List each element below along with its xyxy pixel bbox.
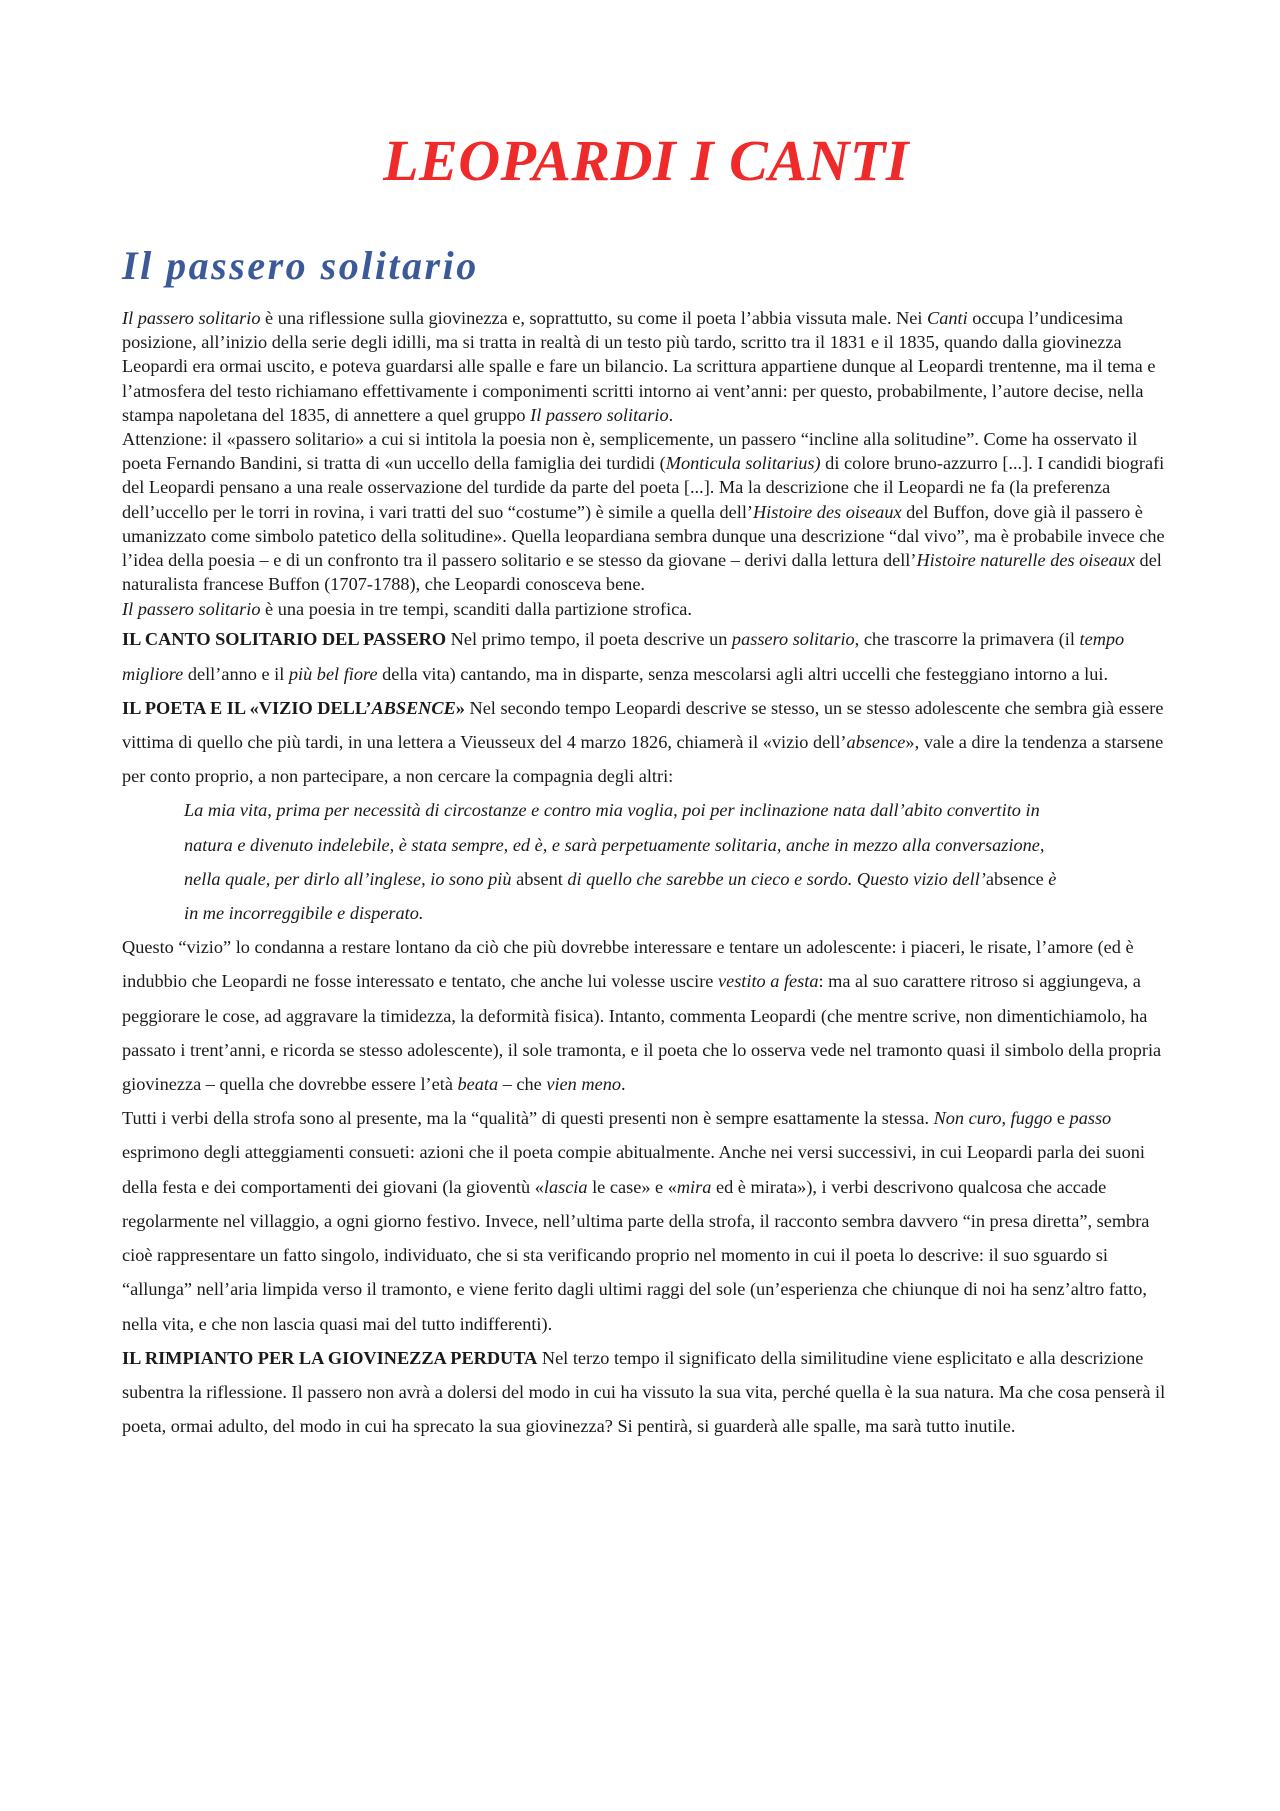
part1-text: dell’anno e il <box>183 663 289 684</box>
verbs-em: fuggo <box>1010 1108 1053 1129</box>
part2-heading-text: » <box>455 697 465 718</box>
verbs-text: , <box>1001 1108 1011 1129</box>
verbs-text: e <box>1052 1108 1070 1129</box>
bandini-text: del naturalista francese Buffon (1707-1788), che Leopardi conosceva bene. <box>122 550 1162 595</box>
quote-word: absence <box>985 868 1044 889</box>
structure-paragraph <box>122 596 1170 622</box>
verbs-paragraph <box>122 1101 1170 1340</box>
verbs-em: lascia <box>543 1176 588 1197</box>
bandini-text: del Buffon, dove già il passero è umanizzato come simbolo patetico della solitudine». Quella leopardiana sembra dunque una descrizione “dal vivo”, ma è probabile invece che l’idea della poesia – e di un confronto tra il passero solitario e se stesso da giovane – derivi dalla lettura dell’ <box>122 501 1165 571</box>
verbs-text: ed è mirata»), i verbi descrivono qualcosa che accade regolarmente nel villaggio, a ogni giorno festivo. Invece, nell’ultima parte della strofa, il racconto sembra davvero “in presa diretta”, sembra cioè rappresentare un fatto singolo, individuato, che si sta verificando proprio nel momento in cui il poeta lo descrive: il suo sguardo si “allunga” nell’aria limpida verso il tramonto, e viene ferito dagli ultimi raggi del sole (un’esperienza che chiunque di noi ha senz’altro fatto, nella vita, e che non lascia quasi mai del tutto indifferenti). <box>122 1176 1150 1334</box>
part1-text: della vita) cantando, ma in disparte, senza mescolarsi agli altri uccelli che festeggiano intorno a lui. <box>377 663 1109 684</box>
verbs-em: passo <box>1069 1108 1112 1129</box>
verbs-em: Non curo <box>933 1108 1002 1129</box>
intro-paragraph <box>122 306 1170 427</box>
vizio-paragraph <box>122 930 1170 1101</box>
book-title: Histoire des oiseaux <box>752 501 902 522</box>
vizio-text: Questo “vizio” lo condanna a restare lontano da ciò che più dovrebbe interessare e tentare un adolescente: i piaceri, le risate, l’amore (ed è indubbio che Leopardi ne fosse interessato e tentato, che anche lui volesse uscire <box>122 937 1134 992</box>
part2-em: absence <box>846 732 906 753</box>
part1-em: tempo migliore <box>122 629 1125 684</box>
vizio-text: . <box>620 1074 626 1095</box>
part3-paragraph <box>122 1341 1170 1444</box>
section-heading: Il passero solitario <box>122 243 479 288</box>
part2-paragraph <box>122 691 1170 794</box>
part1-text: , che trascorre la primavera (il <box>854 629 1080 650</box>
verbs-em: mira <box>676 1176 712 1197</box>
structure-text: è una poesia in tre tempi, scanditi dalla partizione strofica. <box>260 599 692 620</box>
intro-em-canti: Canti <box>927 308 968 328</box>
quote-text: di quello che sarebbe un cieco e sordo. Questo vizio dell’ <box>562 868 986 889</box>
quote-word: absent <box>516 868 563 889</box>
intro-text: occupa l’undicesima posizione, all’inizio della serie degli idilli, ma si tratta in realtà di un testo più tardo, scritto tra il 1831 e il 1835, quando dalla giovinezza Leopardi era ormai uscito, e poteva guardarsi alle spalle e fare un bilancio. La scrittura appartiene dunque al Leopardi trentenne, ma il tema e l’atmosfera del testo richiamano effettivamente i componimenti scritti intorno ai vent’anni: per questo, probabilmente, l’autore decise, nella stampa napoletana del 1835, di annettere a quel gruppo <box>122 308 1156 425</box>
vizio-em: vestito a festa <box>717 971 819 992</box>
vizio-em: beata <box>457 1074 499 1095</box>
part2-heading-text: IL POETA E IL «VIZIO DELL’ <box>122 697 372 718</box>
document-title: LEOPARDI I CANTI <box>383 128 909 193</box>
part1-em: passero solitario <box>731 629 855 650</box>
vizio-em: vien meno <box>546 1074 621 1095</box>
intro-text: . <box>668 404 674 425</box>
book-title: Histoire naturelle des oiseaux <box>916 550 1135 571</box>
intro-em-title: Il passero solitario <box>122 308 261 328</box>
part1-text: Nel primo tempo, il poeta descrive un <box>446 629 732 650</box>
part2-heading-em: ABSENCE <box>371 697 456 718</box>
quote-text: è in me incorreggibile e disperato. <box>184 868 1057 924</box>
verbs-text: Tutti i verbi della strofa sono al presente, ma la “qualità” di questi presenti non è sempre esattamente la stessa. <box>122 1108 934 1129</box>
bandini-text: Attenzione: il «passero solitario» a cui si intitola la poesia non è, semplicemente, un passero “incline alla solitudine”. Come ha osservato il poeta Fernando Bandini, si tratta di «un uccello della famiglia dei turdidi ( <box>122 429 1138 474</box>
part1-em: più bel fiore <box>288 663 378 684</box>
part2-text: », vale a dire la tendenza a starsene per conto proprio, a non partecipare, a non cercare la compagnia degli altri: <box>122 732 1164 787</box>
bandini-text: di colore bruno-azzurro [...]. I candidi biografi del Leopardi pensano a una reale osservazione del turdide da parte del poeta [...]. Ma la descrizione che il Leopardi ne fa (la preferenza dell’uccello per le torri in rovina, i vari tratti del suo “costume”) è simile a quella dell’ <box>122 453 1165 522</box>
block-quote <box>122 793 1170 930</box>
part3-text: Nel terzo tempo il significato della similitudine viene esplicitato e alla descrizione subentra la riflessione. Il passero non avrà a dolersi del modo in cui ha vissuto la sua vita, perché quella è la sua natura. Ma che cosa penserà il poeta, ormai adulto, del modo in cui ha sprecato la sua giovinezza? Si pentirà, si guarderà alle spalle, ma sarà tutto inutile. <box>122 1347 1166 1437</box>
part1-heading: IL CANTO SOLITARIO DEL PASSERO <box>122 629 447 650</box>
part2-text: Nel secondo tempo Leopardi descrive se stesso, un se stesso adolescente che sembra già essere vittima di quello che più tardi, in una lettera a Vieusseux del 4 marzo 1826, chiamerà il «vizio dell’ <box>122 697 1164 753</box>
intro-em-title: Il passero solitario <box>530 404 669 425</box>
quote-text: La mia vita, prima per necessità di circostanze e contro mia voglia, poi per inclinazione nata dall’abito convertito in natura e divenuto indelebile, è stata sempre, ed è, e sarà perpetuamente solitaria, anche in mezzo alla conversazione, nella quale, per dirlo all’inglese, io sono più <box>184 800 1045 889</box>
vizio-text: – che <box>498 1074 547 1095</box>
verbs-text: esprimono degli atteggiamenti consueti: azioni che il poeta compie abitualmente. Anche nei versi successivi, in cui Leopardi parla dei suoni della festa e dei comportamenti dei giovani (la gioventù « <box>122 1142 1145 1197</box>
part3-heading: IL RIMPIANTO PER LA GIOVINEZZA PERDUTA <box>122 1347 538 1368</box>
verbs-text: le case» e « <box>587 1176 677 1197</box>
intro-text: è una riflessione sulla giovinezza e, soprattutto, su come il poeta l’abbia vissuta male. Nei <box>260 308 928 328</box>
vizio-text: : ma al suo carattere ritroso si aggiungeva, a peggiorare le cose, ad aggravare la timidezza, la deformità fisica). Intanto, commenta Leopardi (che mentre scrive, non dimentichiamolo, ha passato i trent’anni, e ricorda se stesso adolescente), il sole tramonta, e il poeta che lo osserva vede nel tramonto quasi il simbolo della propria giovinezza – quella che dovrebbe essere l’età <box>122 971 1162 1095</box>
part1-paragraph <box>122 622 1170 690</box>
bandini-paragraph <box>122 427 1170 596</box>
species-name: Monticula solitarius) <box>665 453 821 474</box>
part2-heading <box>122 698 465 718</box>
structure-em-title: Il passero solitario <box>122 599 261 620</box>
